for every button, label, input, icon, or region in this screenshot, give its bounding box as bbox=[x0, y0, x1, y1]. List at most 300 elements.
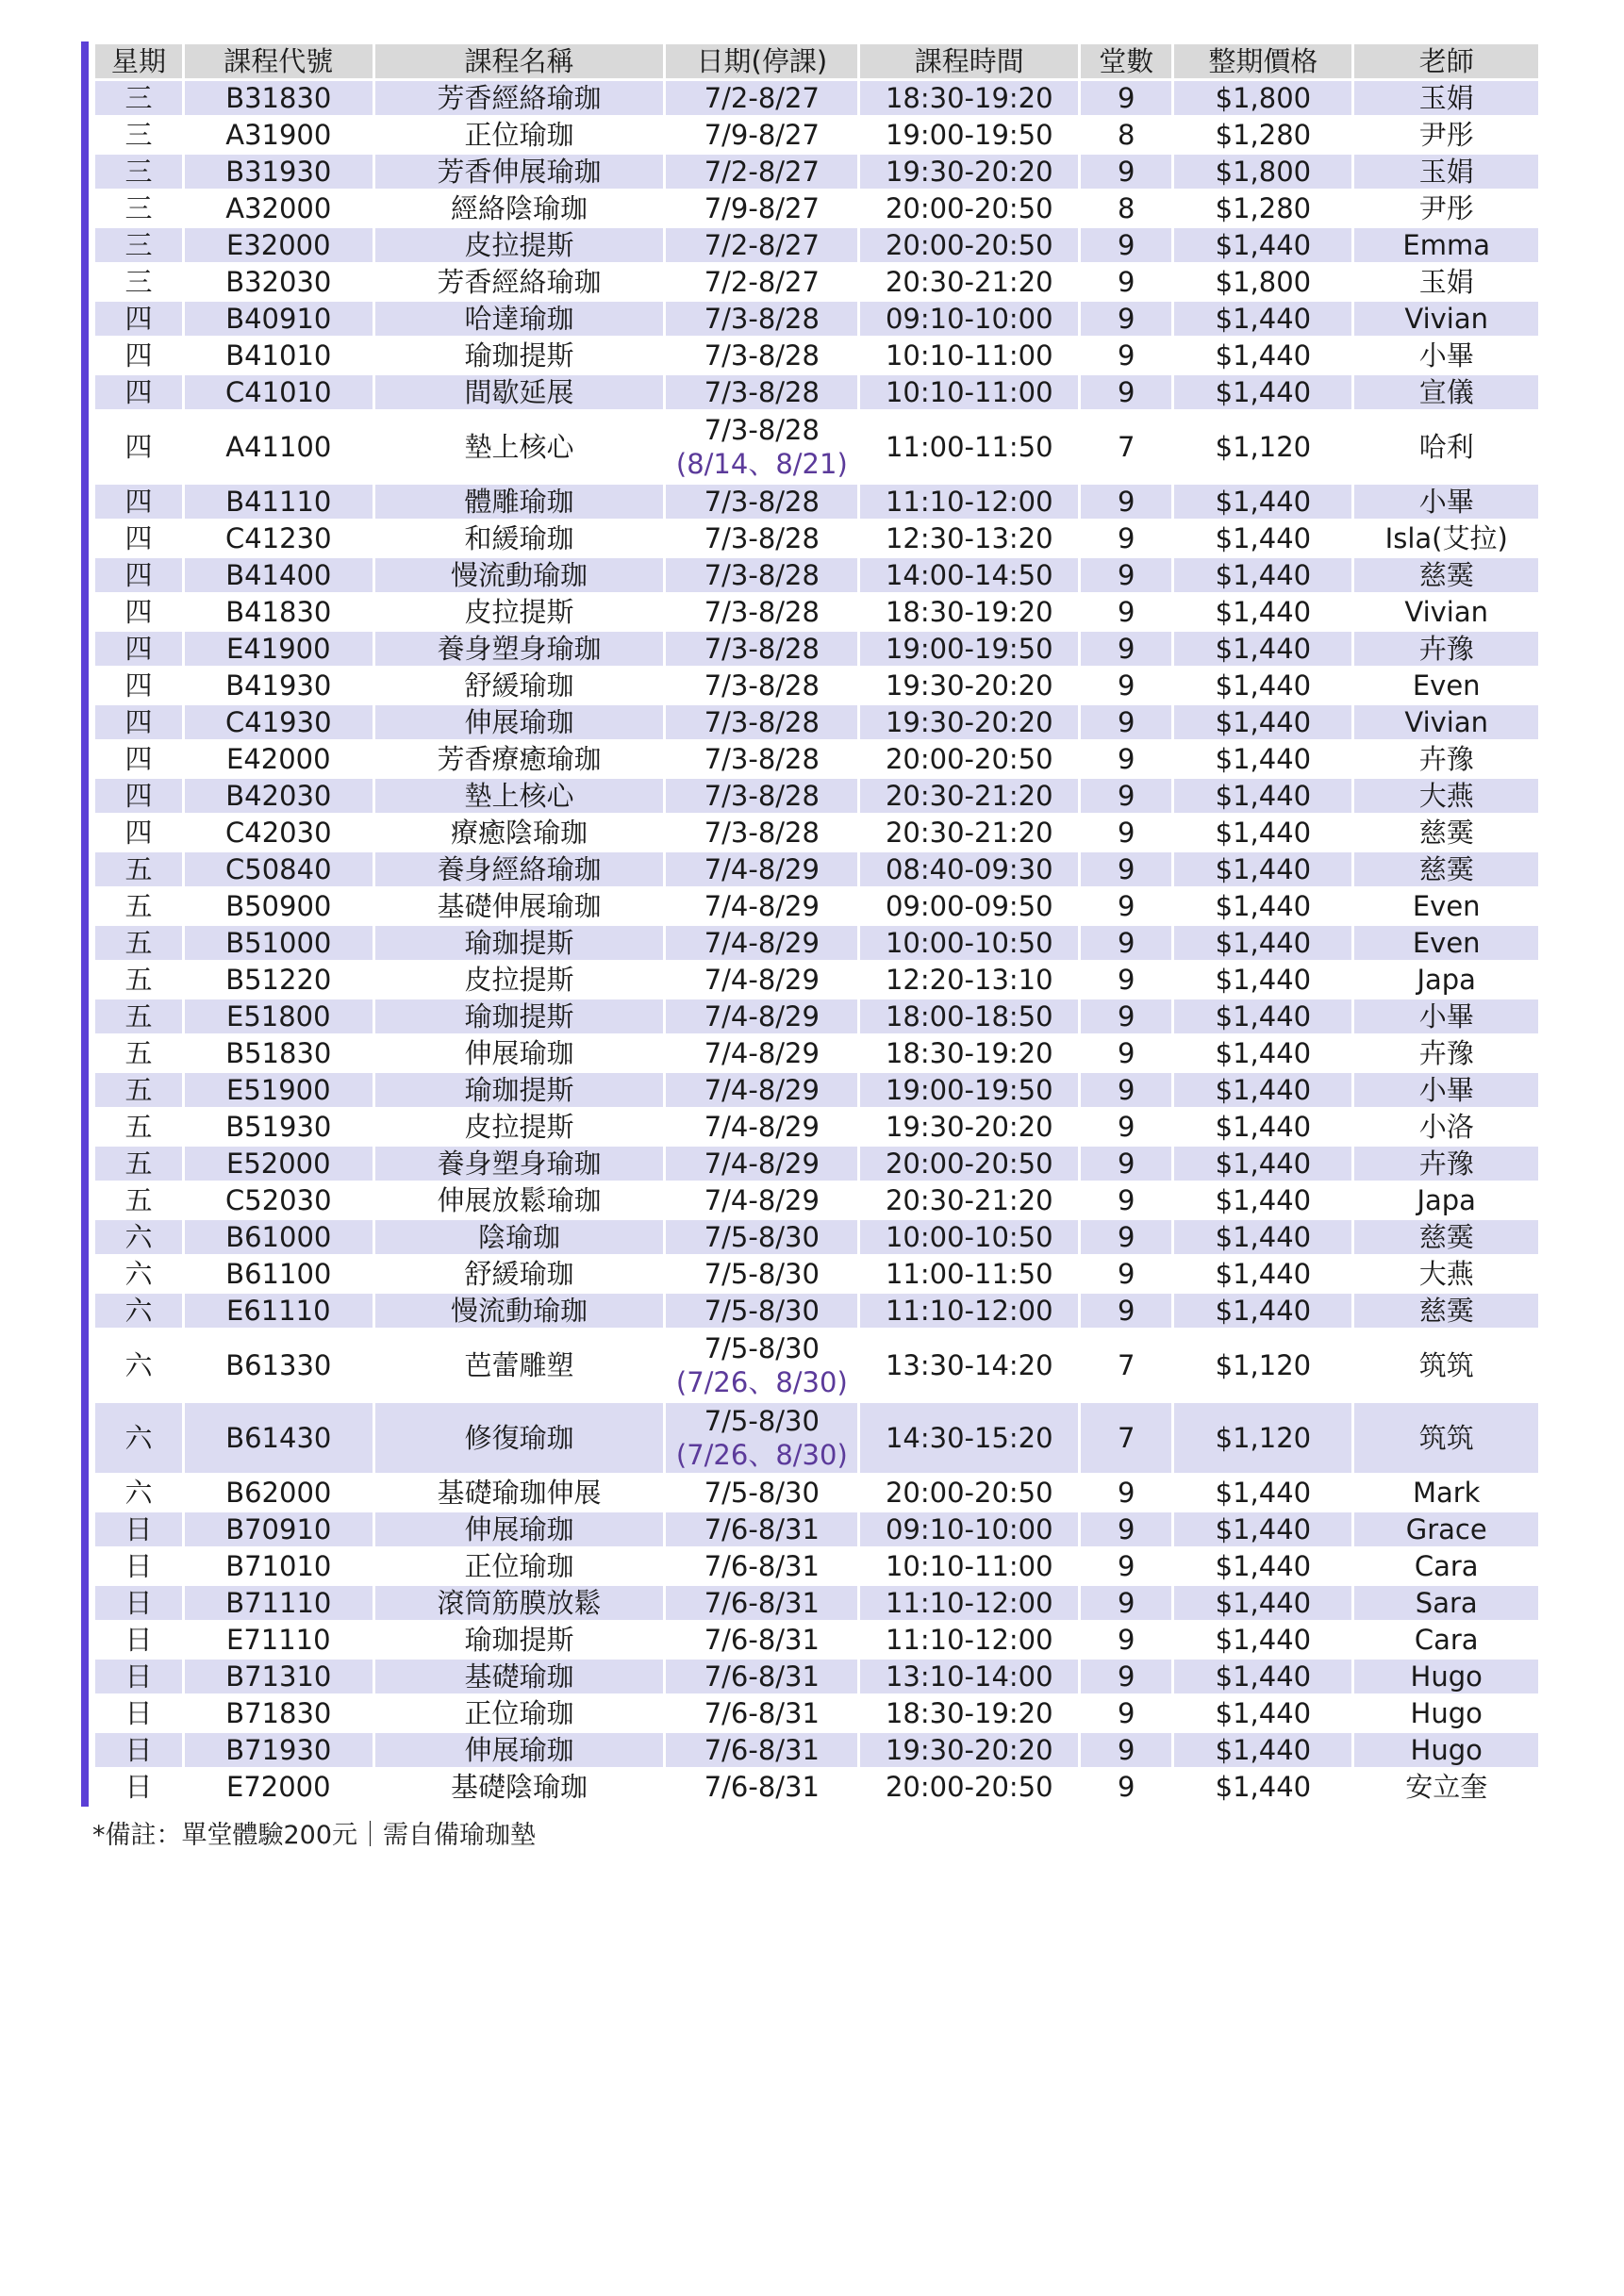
cell-price: $1,440 bbox=[1174, 1660, 1351, 1693]
cell-teacher: 小畢 bbox=[1354, 1073, 1538, 1107]
cell-code: B40910 bbox=[185, 302, 373, 336]
cell-date bbox=[666, 1549, 857, 1583]
cell-count: 9 bbox=[1118, 1550, 1135, 1582]
cell-date bbox=[666, 1403, 857, 1473]
cell-time: 20:00-20:50 bbox=[860, 228, 1078, 262]
cell-name: 伸展瑜珈 bbox=[464, 1037, 574, 1069]
header-code: 課程代號 bbox=[185, 44, 373, 78]
cell-teacher: Sara bbox=[1354, 1586, 1538, 1620]
cell-teacher: Vivian bbox=[1404, 596, 1489, 628]
table-row bbox=[95, 155, 1538, 189]
cell-code: B61000 bbox=[185, 1220, 373, 1254]
cell-day: 四 bbox=[124, 431, 153, 463]
header-name: 課程名稱 bbox=[375, 44, 664, 78]
cell-price: $1,800 bbox=[1174, 81, 1351, 115]
cell-date bbox=[666, 889, 857, 923]
cell-date bbox=[666, 963, 857, 997]
cell-code: E71110 bbox=[226, 1624, 331, 1656]
cell-date bbox=[666, 1183, 857, 1217]
table-row bbox=[95, 963, 1538, 997]
cell-name: 舒緩瑜珈 bbox=[464, 669, 574, 702]
cell-time: 14:30-15:20 bbox=[860, 1403, 1078, 1473]
header-time: 課程時間 bbox=[860, 44, 1078, 78]
table-row bbox=[95, 926, 1538, 960]
cell-time: 11:10-12:00 bbox=[860, 1294, 1078, 1328]
cell-code: B70910 bbox=[185, 1512, 373, 1546]
table-row bbox=[95, 1257, 1538, 1291]
cell-count: 9 bbox=[1081, 1660, 1171, 1693]
cell-date bbox=[666, 632, 857, 666]
cell-code: B31830 bbox=[185, 81, 373, 115]
cell-date bbox=[666, 852, 857, 886]
date-range: 7/5-8/30 bbox=[704, 1477, 820, 1509]
cell-date bbox=[666, 1696, 857, 1730]
cell-date bbox=[666, 81, 857, 115]
cell-name: 芳香療癒瑜珈 bbox=[437, 743, 602, 775]
cell-code: C42030 bbox=[225, 817, 332, 849]
table-row bbox=[95, 412, 1538, 482]
date-range: 7/4-8/29 bbox=[704, 927, 820, 959]
cell-date bbox=[666, 779, 857, 813]
cell-price: $1,440 bbox=[1174, 228, 1351, 262]
cell-count: 9 bbox=[1118, 1258, 1135, 1290]
cell-time: 10:10-11:00 bbox=[860, 375, 1078, 409]
table-row bbox=[95, 705, 1538, 739]
cell-day: 四 bbox=[95, 302, 182, 336]
cell-name: 經絡陰瑜珈 bbox=[450, 192, 588, 224]
cell-time: 19:00-19:50 bbox=[860, 632, 1078, 666]
cell-teacher: Even bbox=[1412, 890, 1481, 922]
cell-price: $1,440 bbox=[1174, 1294, 1351, 1328]
cell-teacher: 卉豫 bbox=[1354, 1147, 1538, 1181]
cell-date bbox=[666, 558, 857, 592]
cell-price: $1,440 bbox=[1174, 999, 1351, 1033]
cell-count: 9 bbox=[1118, 1697, 1135, 1729]
cell-count: 7 bbox=[1081, 1403, 1171, 1473]
cell-teacher: Cara bbox=[1414, 1624, 1479, 1656]
cell-date bbox=[666, 339, 857, 372]
table-row bbox=[95, 1733, 1538, 1767]
cell-day: 五 bbox=[95, 852, 182, 886]
cell-time: 18:30-19:20 bbox=[885, 1037, 1053, 1069]
cell-price: $1,120 bbox=[1215, 1349, 1312, 1381]
cell-price: $1,440 bbox=[1215, 596, 1312, 628]
cell-day: 四 bbox=[124, 522, 153, 554]
cell-price: $1,280 bbox=[1215, 192, 1312, 224]
cell-day: 六 bbox=[95, 1220, 182, 1254]
cell-code: C50840 bbox=[185, 852, 373, 886]
cell-teacher: 小洛 bbox=[1418, 1111, 1474, 1143]
cell-count: 9 bbox=[1081, 81, 1171, 115]
cell-time: 14:00-14:50 bbox=[860, 558, 1078, 592]
cell-code: B71830 bbox=[225, 1697, 332, 1729]
cell-name: 療癒陰瑜珈 bbox=[450, 817, 588, 849]
cell-code: B61330 bbox=[225, 1349, 332, 1381]
cell-count: 8 bbox=[1118, 192, 1135, 224]
cell-time: 19:30-20:20 bbox=[885, 669, 1053, 702]
date-range: 7/3-8/28 bbox=[704, 706, 820, 738]
schedule-table bbox=[92, 41, 1541, 1807]
cell-count: 7 bbox=[1118, 431, 1135, 463]
cell-time: 19:30-20:20 bbox=[860, 1733, 1078, 1767]
cell-day: 五 bbox=[124, 964, 153, 996]
cell-count: 9 bbox=[1118, 1184, 1135, 1216]
date-range: 7/3-8/28 bbox=[704, 633, 820, 665]
date-range: 7/4-8/29 bbox=[704, 964, 820, 996]
cell-time: 19:00-19:50 bbox=[885, 119, 1053, 151]
cell-count: 9 bbox=[1081, 485, 1171, 519]
cell-name: 養身塑身瑜珈 bbox=[375, 632, 664, 666]
cell-price: $1,440 bbox=[1215, 1624, 1312, 1656]
cell-name: 正位瑜珈 bbox=[464, 1550, 574, 1582]
cell-name: 哈達瑜珈 bbox=[375, 302, 664, 336]
cell-teacher: Vivian bbox=[1354, 302, 1538, 336]
cell-teacher: Cara bbox=[1414, 1550, 1479, 1582]
cell-teacher: Hugo bbox=[1354, 1660, 1538, 1693]
date-range: 7/3-8/28 bbox=[704, 780, 820, 812]
cell-name: 皮拉提斯 bbox=[464, 1111, 574, 1143]
date-range: 7/3-8/28 bbox=[704, 522, 820, 554]
date-range: 7/5-8/30 bbox=[704, 1258, 820, 1290]
cell-name: 伸展瑜珈 bbox=[375, 705, 664, 739]
cell-price: $1,440 bbox=[1215, 522, 1312, 554]
cell-date bbox=[666, 1330, 857, 1400]
cell-price: $1,440 bbox=[1174, 1586, 1351, 1620]
cell-name: 基礎瑜珈 bbox=[375, 1660, 664, 1693]
table-row bbox=[95, 889, 1538, 923]
cell-name: 皮拉提斯 bbox=[375, 228, 664, 262]
cell-time: 19:30-20:20 bbox=[860, 705, 1078, 739]
cell-time: 20:30-21:20 bbox=[885, 817, 1053, 849]
cell-count: 9 bbox=[1118, 817, 1135, 849]
cell-name: 體雕瑜珈 bbox=[375, 485, 664, 519]
cell-code: B62000 bbox=[225, 1477, 332, 1509]
cell-day: 四 bbox=[95, 705, 182, 739]
cell-date bbox=[666, 742, 857, 776]
cell-price: $1,440 bbox=[1215, 890, 1312, 922]
cell-day: 三 bbox=[124, 192, 153, 224]
cell-name: 芳香經絡瑜珈 bbox=[375, 81, 664, 115]
table-row bbox=[95, 852, 1538, 886]
date-range: 7/2-8/27 bbox=[704, 229, 820, 261]
cell-code: B51220 bbox=[225, 964, 332, 996]
cell-price: $1,440 bbox=[1215, 1258, 1312, 1290]
cell-code: E52000 bbox=[185, 1147, 373, 1181]
date-range: 7/3-8/28 bbox=[704, 376, 820, 408]
cell-price: $1,440 bbox=[1215, 669, 1312, 702]
cell-teacher: 小畢 bbox=[1354, 999, 1538, 1033]
suspension-note: (8/14、8/21) bbox=[675, 448, 848, 480]
cell-code: B31930 bbox=[185, 155, 373, 189]
cell-code: E32000 bbox=[185, 228, 373, 262]
cell-teacher: 玉娟 bbox=[1354, 155, 1538, 189]
header-price: 整期價格 bbox=[1174, 44, 1351, 78]
cell-time: 20:00-20:50 bbox=[860, 1147, 1078, 1181]
cell-name: 和緩瑜珈 bbox=[464, 522, 574, 554]
cell-code: B51930 bbox=[225, 1111, 332, 1143]
cell-time: 09:10-10:00 bbox=[860, 302, 1078, 336]
cell-day: 五 bbox=[124, 1184, 153, 1216]
cell-day: 日 bbox=[95, 1733, 182, 1767]
table-row bbox=[95, 1073, 1538, 1107]
table-row bbox=[95, 595, 1538, 629]
table-row bbox=[95, 1220, 1538, 1254]
table-row bbox=[95, 1476, 1538, 1510]
cell-code: E51800 bbox=[185, 999, 373, 1033]
cell-name: 芳香伸展瑜珈 bbox=[375, 155, 664, 189]
cell-teacher: Japa bbox=[1417, 1184, 1476, 1216]
date-range: 7/4-8/29 bbox=[704, 1184, 820, 1216]
table-row bbox=[95, 118, 1538, 152]
date-range: 7/5-8/30 bbox=[704, 1295, 820, 1327]
cell-name: 墊上核心 bbox=[464, 431, 574, 463]
cell-day: 日 bbox=[124, 1697, 153, 1729]
schedule-body bbox=[95, 81, 1538, 1804]
cell-price: $1,440 bbox=[1174, 558, 1351, 592]
cell-code: B51000 bbox=[185, 926, 373, 960]
cell-name: 陰瑜珈 bbox=[375, 1220, 664, 1254]
cell-price: $1,440 bbox=[1174, 375, 1351, 409]
cell-teacher: Grace bbox=[1354, 1512, 1538, 1546]
cell-code: B61430 bbox=[185, 1403, 373, 1473]
cell-date bbox=[666, 118, 857, 152]
cell-day: 日 bbox=[95, 1512, 182, 1546]
cell-code: B41400 bbox=[185, 558, 373, 592]
table-row bbox=[95, 1770, 1538, 1804]
cell-day: 三 bbox=[95, 228, 182, 262]
date-range: 7/2-8/27 bbox=[704, 156, 820, 188]
cell-price: $1,440 bbox=[1215, 743, 1312, 775]
cell-time: 12:30-13:20 bbox=[885, 522, 1053, 554]
date-range: 7/3-8/28 bbox=[704, 743, 820, 775]
cell-count: 9 bbox=[1118, 339, 1135, 372]
cell-price: $1,800 bbox=[1215, 266, 1312, 298]
cell-time: 19:30-20:20 bbox=[860, 155, 1078, 189]
cell-name: 墊上核心 bbox=[375, 779, 664, 813]
header-day: 星期 bbox=[95, 44, 182, 78]
cell-code: C41010 bbox=[185, 375, 373, 409]
cell-price: $1,440 bbox=[1174, 779, 1351, 813]
date-range: 7/4-8/29 bbox=[704, 890, 820, 922]
cell-price: $1,800 bbox=[1174, 155, 1351, 189]
date-range: 7/6-8/31 bbox=[704, 1624, 820, 1656]
date-range: 7/9-8/27 bbox=[704, 119, 820, 151]
table-row bbox=[95, 1660, 1538, 1693]
date-range: 7/6-8/31 bbox=[704, 1660, 820, 1693]
date-range: 7/4-8/29 bbox=[704, 1074, 820, 1106]
cell-time: 11:00-11:50 bbox=[885, 1258, 1053, 1290]
cell-count: 9 bbox=[1081, 302, 1171, 336]
cell-count: 9 bbox=[1081, 999, 1171, 1033]
date-range: 7/2-8/27 bbox=[704, 266, 820, 298]
cell-name: 伸展瑜珈 bbox=[375, 1733, 664, 1767]
cell-count: 9 bbox=[1118, 1477, 1135, 1509]
cell-time: 09:10-10:00 bbox=[860, 1512, 1078, 1546]
date-range: 7/4-8/29 bbox=[704, 1000, 820, 1032]
cell-teacher: 筑筑 bbox=[1354, 1403, 1538, 1473]
cell-day: 五 bbox=[124, 890, 153, 922]
cell-count: 9 bbox=[1118, 522, 1135, 554]
cell-code: B71310 bbox=[185, 1660, 373, 1693]
cell-code: B41930 bbox=[225, 669, 332, 702]
table-row bbox=[95, 521, 1538, 555]
cell-time: 20:00-20:50 bbox=[885, 1477, 1053, 1509]
cell-time: 20:30-21:20 bbox=[885, 1184, 1053, 1216]
cell-time: 19:00-19:50 bbox=[860, 1073, 1078, 1107]
cell-time: 11:10-12:00 bbox=[860, 1586, 1078, 1620]
header-teacher: 老師 bbox=[1354, 44, 1538, 78]
cell-code: E42000 bbox=[226, 743, 331, 775]
date-range: 7/6-8/31 bbox=[704, 1513, 820, 1545]
cell-count: 9 bbox=[1081, 852, 1171, 886]
cell-teacher: 慈霙 bbox=[1354, 558, 1538, 592]
cell-teacher: Isla(艾拉) bbox=[1384, 522, 1508, 554]
cell-day: 四 bbox=[95, 632, 182, 666]
cell-code: A41100 bbox=[225, 431, 332, 463]
cell-day: 日 bbox=[124, 1550, 153, 1582]
cell-date bbox=[666, 1770, 857, 1804]
cell-time: 20:00-20:50 bbox=[885, 743, 1053, 775]
cell-teacher: Hugo bbox=[1354, 1733, 1538, 1767]
cell-date bbox=[666, 228, 857, 262]
table-row bbox=[95, 669, 1538, 702]
cell-date bbox=[666, 191, 857, 225]
accent-bar bbox=[81, 41, 89, 1807]
cell-count: 9 bbox=[1118, 964, 1135, 996]
table-row bbox=[95, 1294, 1538, 1328]
cell-count: 9 bbox=[1118, 266, 1135, 298]
cell-count: 9 bbox=[1081, 926, 1171, 960]
cell-name: 正位瑜珈 bbox=[464, 119, 574, 151]
cell-count: 9 bbox=[1118, 890, 1135, 922]
suspension-note: (7/26、8/30) bbox=[675, 1439, 848, 1471]
cell-price: $1,440 bbox=[1215, 1697, 1312, 1729]
cell-count: 9 bbox=[1081, 1733, 1171, 1767]
schedule-wrapper bbox=[81, 41, 1541, 1807]
cell-teacher: Vivian bbox=[1354, 705, 1538, 739]
cell-name: 基礎瑜珈伸展 bbox=[437, 1477, 602, 1509]
date-range: 7/6-8/31 bbox=[704, 1697, 820, 1729]
cell-date bbox=[666, 1073, 857, 1107]
cell-code: B51830 bbox=[225, 1037, 332, 1069]
cell-date bbox=[666, 705, 857, 739]
cell-teacher: Japa bbox=[1417, 964, 1476, 996]
cell-code: A32000 bbox=[225, 192, 332, 224]
cell-day: 日 bbox=[95, 1660, 182, 1693]
cell-day: 六 bbox=[95, 1403, 182, 1473]
date-range: 7/3-8/28 bbox=[704, 669, 820, 702]
cell-time: 12:20-13:10 bbox=[885, 964, 1053, 996]
cell-time: 13:10-14:00 bbox=[860, 1660, 1078, 1693]
cell-date bbox=[666, 485, 857, 519]
cell-day: 五 bbox=[95, 999, 182, 1033]
cell-name: 慢流動瑜珈 bbox=[375, 1294, 664, 1328]
cell-day: 四 bbox=[95, 779, 182, 813]
date-range: 7/4-8/29 bbox=[704, 1037, 820, 1069]
cell-name: 芭蕾雕塑 bbox=[464, 1349, 574, 1381]
cell-price: $1,440 bbox=[1174, 1147, 1351, 1181]
cell-name: 瑜珈提斯 bbox=[375, 926, 664, 960]
date-range: 7/6-8/31 bbox=[704, 1550, 820, 1582]
cell-price: $1,440 bbox=[1215, 1184, 1312, 1216]
cell-teacher: 玉娟 bbox=[1418, 266, 1474, 298]
cell-date bbox=[666, 595, 857, 629]
cell-price: $1,440 bbox=[1215, 1037, 1312, 1069]
cell-date bbox=[666, 412, 857, 482]
cell-time: 10:00-10:50 bbox=[860, 926, 1078, 960]
cell-teacher: 小畢 bbox=[1418, 339, 1474, 372]
cell-day: 日 bbox=[124, 1771, 153, 1803]
cell-price: $1,440 bbox=[1215, 1771, 1312, 1803]
table-row bbox=[95, 1549, 1538, 1583]
cell-time: 20:30-21:20 bbox=[860, 779, 1078, 813]
cell-price: $1,440 bbox=[1174, 632, 1351, 666]
cell-code: B42030 bbox=[185, 779, 373, 813]
table-row bbox=[95, 302, 1538, 336]
cell-date bbox=[666, 1257, 857, 1291]
cell-code: E61110 bbox=[185, 1294, 373, 1328]
cell-date bbox=[666, 521, 857, 555]
cell-teacher: 卉豫 bbox=[1354, 632, 1538, 666]
cell-code: C52030 bbox=[225, 1184, 332, 1216]
suspension-note: (7/26、8/30) bbox=[675, 1366, 848, 1398]
cell-teacher: Hugo bbox=[1410, 1697, 1483, 1729]
cell-count: 9 bbox=[1081, 779, 1171, 813]
date-range: 7/2-8/27 bbox=[704, 82, 820, 114]
cell-date bbox=[666, 265, 857, 299]
cell-teacher: 大燕 bbox=[1354, 779, 1538, 813]
cell-day: 四 bbox=[124, 669, 153, 702]
cell-teacher: 慈霙 bbox=[1354, 1220, 1538, 1254]
table-row bbox=[95, 1403, 1538, 1473]
date-range: 7/9-8/27 bbox=[704, 192, 820, 224]
cell-time: 10:10-11:00 bbox=[885, 1550, 1053, 1582]
cell-day: 五 bbox=[95, 1073, 182, 1107]
cell-name: 瑜珈提斯 bbox=[375, 999, 664, 1033]
cell-day: 日 bbox=[95, 1586, 182, 1620]
cell-count: 9 bbox=[1081, 155, 1171, 189]
table-row bbox=[95, 81, 1538, 115]
cell-teacher: 宣儀 bbox=[1354, 375, 1538, 409]
cell-day: 五 bbox=[95, 926, 182, 960]
cell-price: $1,440 bbox=[1215, 1477, 1312, 1509]
cell-date bbox=[666, 1660, 857, 1693]
cell-code: B71010 bbox=[225, 1550, 332, 1582]
cell-day: 四 bbox=[95, 485, 182, 519]
cell-code: A31900 bbox=[225, 119, 332, 151]
cell-time: 20:00-20:50 bbox=[885, 1771, 1053, 1803]
cell-time: 11:00-11:50 bbox=[885, 431, 1053, 463]
cell-teacher: Mark bbox=[1412, 1477, 1481, 1509]
cell-price: $1,440 bbox=[1215, 964, 1312, 996]
cell-count: 9 bbox=[1118, 1037, 1135, 1069]
date-range: 7/4-8/29 bbox=[704, 1148, 820, 1180]
cell-teacher: 尹彤 bbox=[1418, 119, 1474, 151]
cell-date bbox=[666, 816, 857, 850]
cell-name: 基礎伸展瑜珈 bbox=[437, 890, 602, 922]
cell-count: 9 bbox=[1081, 1512, 1171, 1546]
cell-count: 9 bbox=[1081, 1073, 1171, 1107]
date-range: 7/3-8/28 bbox=[704, 817, 820, 849]
table-row bbox=[95, 1623, 1538, 1657]
cell-teacher: 卉豫 bbox=[1418, 743, 1474, 775]
table-row bbox=[95, 1036, 1538, 1070]
cell-name: 修復瑜珈 bbox=[375, 1403, 664, 1473]
cell-code: E41900 bbox=[185, 632, 373, 666]
cell-day: 五 bbox=[124, 1111, 153, 1143]
cell-name: 滾筒筋膜放鬆 bbox=[375, 1586, 664, 1620]
cell-day: 三 bbox=[95, 155, 182, 189]
